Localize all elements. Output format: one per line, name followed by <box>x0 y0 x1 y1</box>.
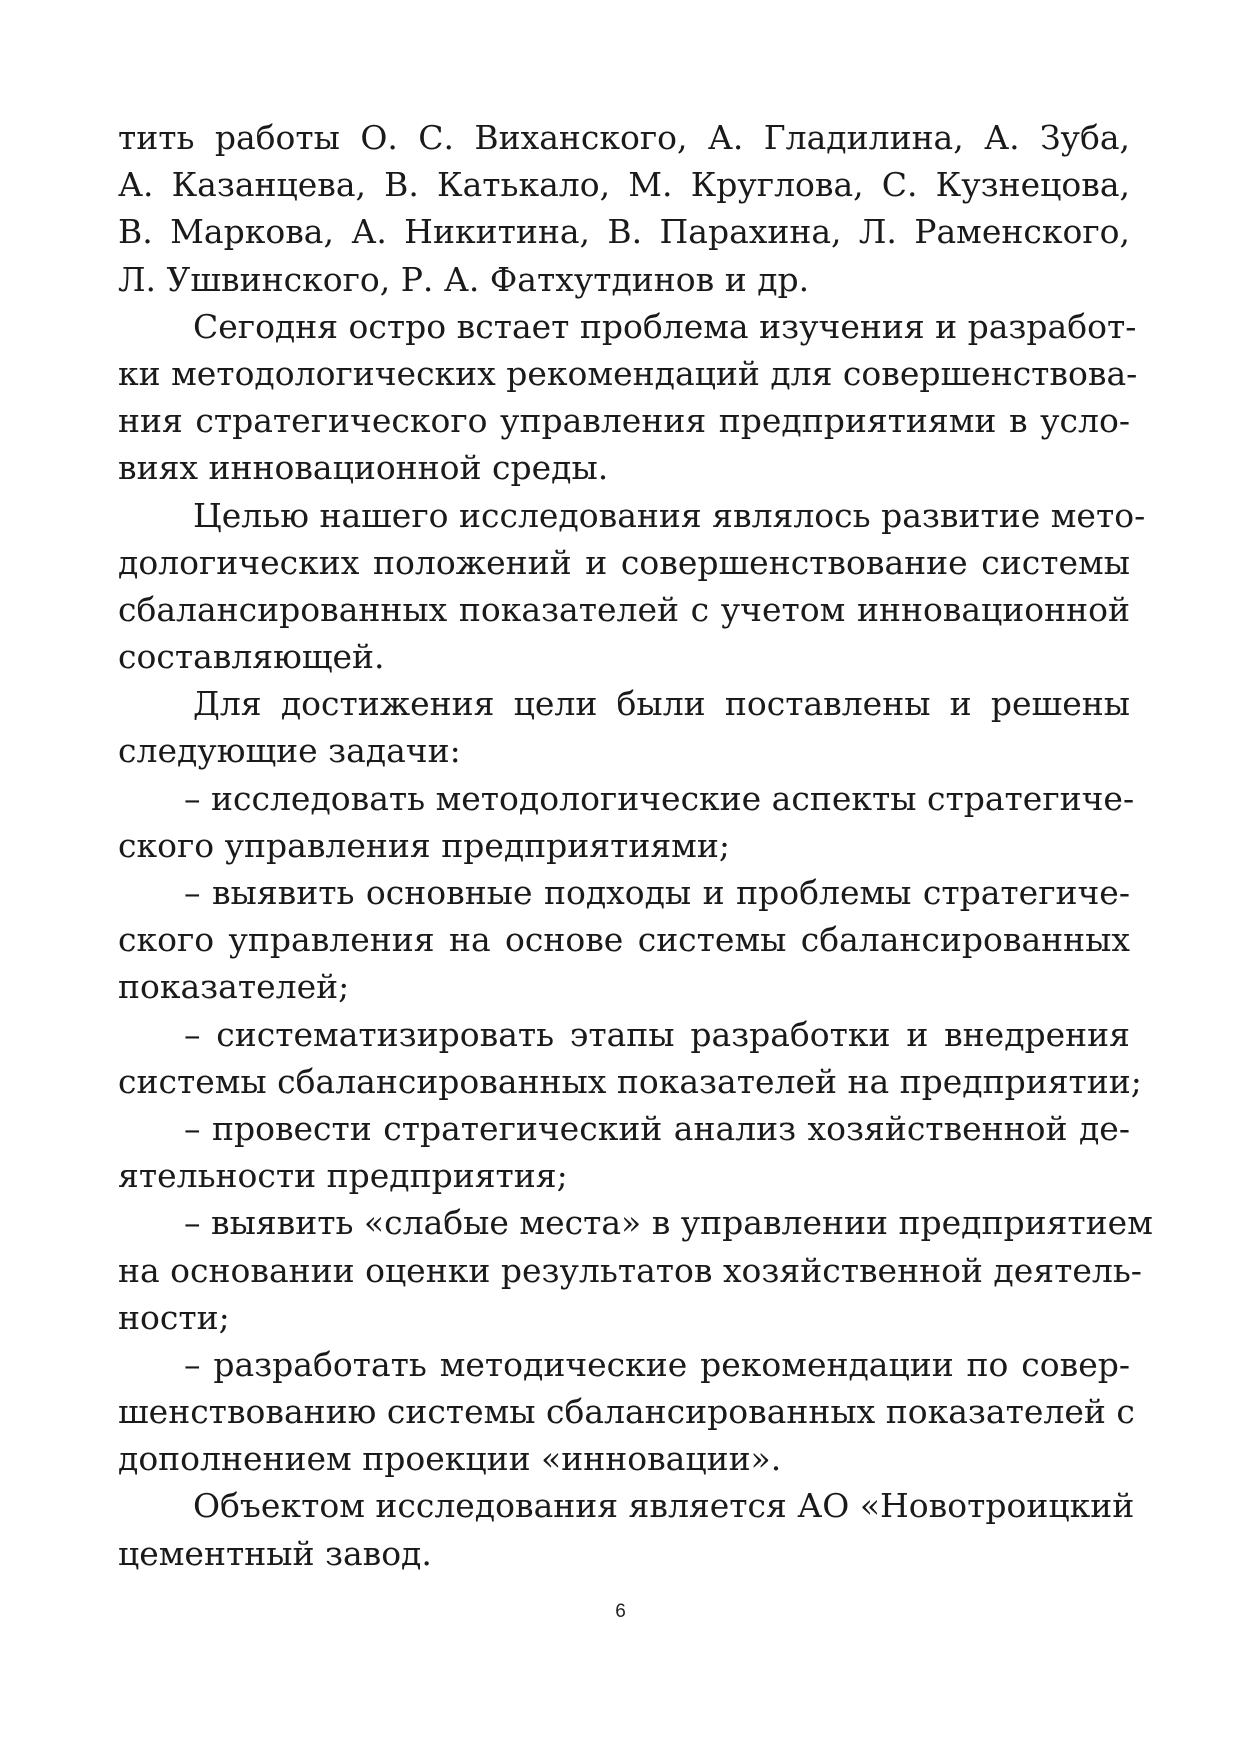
task-item <box>118 869 1130 1011</box>
text-line: ния стратегического управления предприятиями в усло- <box>118 401 1130 441</box>
task-item <box>118 1105 1130 1199</box>
page-number: 6 <box>615 1601 626 1622</box>
task-item <box>118 1011 1142 1105</box>
text-line: дополнением проекции «инновации». <box>118 1439 782 1479</box>
text-line: – выявить «слабые места» в управлении предприятием <box>184 1203 1153 1243</box>
task-item <box>118 775 1135 869</box>
task-item <box>118 1341 1135 1483</box>
paragraph-goal <box>118 492 1146 681</box>
text-line: составляющей. <box>118 637 385 677</box>
text-line: В. Маркова, А. Никитина, В. Парахина, Л. Раменского, <box>118 212 1130 252</box>
page-body <box>118 114 1153 1577</box>
paragraph-authors <box>118 114 1130 303</box>
text-line: системы сбалансированных показателей на предприятии; <box>118 1061 1142 1101</box>
paragraph-tasks-intro <box>118 680 1130 774</box>
paragraph-object <box>118 1482 1135 1576</box>
text-line: – провести стратегический анализ хозяйственной де- <box>184 1108 1130 1148</box>
text-line: показателей; <box>118 967 350 1007</box>
text-line: виях инновационной среды. <box>118 448 609 488</box>
text-line: Объектом исследования является АО «Новотроицкий <box>193 1486 1135 1526</box>
text-line: дологических положений и совершенствование системы <box>118 542 1130 582</box>
text-line: цементный завод. <box>118 1533 432 1573</box>
text-line: на основании оценки результатов хозяйственной деятель- <box>118 1250 1142 1290</box>
text-line: ского управления на основе системы сбалансированных <box>118 920 1130 960</box>
text-line: – систематизировать этапы разработки и внедрения <box>184 1014 1130 1054</box>
text-line: Для достижения цели были поставлены и решены <box>193 684 1130 724</box>
text-line: Л. Ушвинского, Р. А. Фатхутдинов и др. <box>118 259 810 299</box>
text-line: ности; <box>118 1297 230 1337</box>
paragraph-problem <box>118 303 1138 492</box>
text-line: Целью нашего исследования являлось развитие мето- <box>193 495 1146 535</box>
text-line: сбалансированных показателей с учетом инновационной <box>118 589 1130 629</box>
text-line: ского управления предприятиями; <box>118 825 730 865</box>
task-item <box>118 1199 1153 1341</box>
text-line: – исследовать методологические аспекты стратегиче- <box>184 778 1135 818</box>
text-line: шенствованию системы сбалансированных показателей с <box>118 1392 1135 1432</box>
text-line: следующие задачи: <box>118 731 461 771</box>
text-line: Сегодня остро встает проблема изучения и разработ- <box>193 306 1137 346</box>
text-line: тить работы О. С. Виханского, А. Гладилина, А. Зуба, <box>118 118 1130 157</box>
text-line: ятельности предприятия; <box>118 1156 568 1196</box>
text-line: – разработать методические рекомендации по совер- <box>184 1344 1130 1384</box>
text-line: ки методологических рекомендаций для совершенствова- <box>118 353 1138 393</box>
text-line: А. Казанцева, В. Катькало, М. Круглова, С. Кузнецова, <box>118 165 1130 205</box>
text-line: – выявить основные подходы и проблемы стратегиче- <box>184 873 1130 912</box>
